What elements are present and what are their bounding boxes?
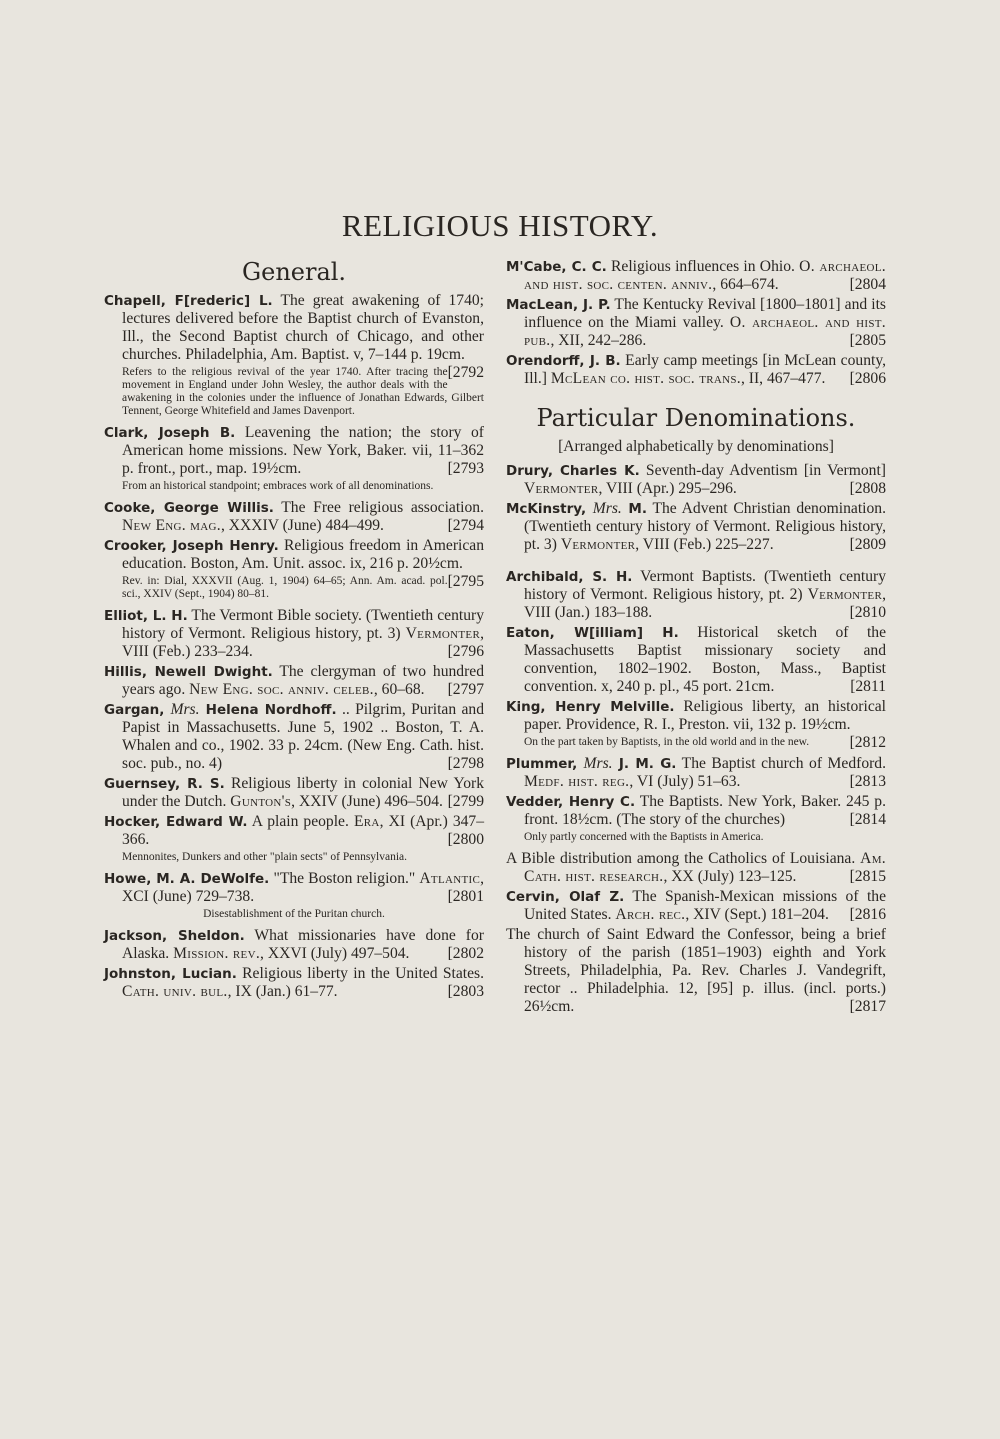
entry-2805: MacLean, J. P. The Kentucky Revival [1800–1801] and its influence on the Miami valley. O. archaeol. and hist. pub., XII, 242–286. [2805: [506, 296, 887, 349]
entry-2803: Johnston, Lucian. Religious liberty in the United States. Cath. univ. bul., IX (Jan.) 61–77. [2803: [104, 965, 484, 1000]
entry-2804: M'Cabe, C. C. Religious influences in Ohio. O. archaeol. and hist. soc. centen. anniv., 664–674. [2804: [506, 258, 886, 293]
entry-2802: Jackson, Sheldon. What missionaries have done for Alaska. Mission. rev., XXVI (July) 497–504. [2802: [104, 927, 484, 962]
right-column: [506, 258, 886, 1018]
entry-2813: Plummer, Mrs. J. M. G. The Baptist church of Medford. Medf. hist. reg., VI (July) 51–63. [2813: [506, 755, 886, 790]
entry-2815: A Bible distribution among the Catholics of Louisiana. Am. Cath. hist. research., XX (July) 123–125. [2815: [506, 850, 886, 885]
left-column: [104, 258, 484, 1003]
entry-2817: The church of Saint Edward the Confessor, being a brief history of the parish (1851–1903) eighth and York Streets, Philadelphia, Pa. Rev. Charles J. Vandegrift, rector .. Philadelphia. 12, [95] p. illus. (incl. ports.) 26½cm. [2817: [506, 926, 886, 1015]
entry-2795: Crooker, Joseph Henry. Religious freedom in American education. Boston, Am. Unit. assoc. ix, 216 p. 20½cm. [2795: [104, 537, 485, 590]
entry-note: Disestablishment of the Puritan church.: [203, 908, 385, 920]
entry-note: On the part taken by Baptists, in the old world and in the new.: [524, 736, 810, 748]
entry-2800: Hocker, Edward W. A plain people. Era, XI (Apr.) 347–366. [2800: [104, 813, 485, 848]
entry-2810: Archibald, S. H. Vermont Baptists. (Twentieth century history of Vermont. Religious history, pt. 2) Vermonter, VIII (Jan.) 183–188. [2810: [506, 568, 887, 621]
entry-2798: Gargan, Mrs. Helena Nordhoff. .. Pilgrim, Puritan and Papist in Massachusetts. June 5, 1902 .. Boston, T. A. Whalen and co., 1902. 33 p. 24cm. (New Eng. Cath. hist. soc. pub., no. 4) [2798: [104, 701, 484, 772]
entry-2797: Hillis, Newell Dwight. The clergyman of two hundred years ago. New Eng. soc. anniv. celeb., 60–68. [2797: [104, 663, 484, 698]
spacer: [506, 556, 886, 568]
entry-note: Only partly concerned with the Baptists in America.: [524, 831, 764, 843]
section-intro: [Arranged alphabetically by denominations]: [558, 438, 834, 455]
entry-2806: Orendorff, J. B. Early camp meetings [in McLean county, Ill.] McLean co. hist. soc. trans., II, 467–477. [2806: [506, 352, 887, 387]
entry-2808: Drury, Charles K. Seventh-day Adventism [in Vermont] Vermonter, VIII (Apr.) 295–296. [2808: [506, 462, 886, 497]
entry-2814: Vedder, Henry C. The Baptists. New York, Baker. 245 p. front. 18½cm. (The story of the churches) [2814: [506, 793, 886, 828]
entry-2792: Chapell, F[rederic] L. The great awakening of 1740; lectures delivered before the Baptist church of Evanston, Ill., the Second Baptist church of Chicago, and other churches. Philadelphia, Am. Baptist. v, 7–144 p. 19cm. [2792: [104, 292, 484, 381]
entry-2801: Howe, M. A. DeWolfe. "The Boston religion." Atlantic, XCI (June) 729–738. [2801: [104, 870, 484, 905]
entry-2816: Cervin, Olaf Z. The Spanish-Mexican missions of the United States. Arch. rec., XIV (Sept.) 181–204. [2816: [506, 888, 886, 923]
entry-note: From an historical standpoint; embraces work of all denominations.: [122, 480, 434, 492]
page-title: RELIGIOUS HISTORY.: [341, 208, 659, 243]
entry-2809: McKinstry, Mrs. M. The Advent Christian denomination. (Twentieth century history of Vermont. Religious history, pt. 3) Vermonter, VIII (Feb.) 225–227. [2809: [506, 500, 886, 553]
section-heading-particular: Particular Denominations.: [536, 404, 856, 432]
entry-note: Refers to the religious revival of the year 1740. After tracing the movement in England under John Wesley, the author deals with the awakening in the colonies under the influence of Jonathan Edwards, Gilbert Tennent, George Whitefield and James Davenport.: [122, 366, 484, 417]
entry-2796: Elliot, L. H. The Vermont Bible society. (Twentieth century history of Vermont. Religious history, pt. 3) Vermonter, VIII (Feb.) 233–234. [2796: [104, 607, 484, 660]
entry-2794: Cooke, George Willis. The Free religious association. New Eng. mag., XXXIV (June) 484–499. [2794: [104, 499, 484, 534]
entry-note: Rev. in: Dial, XXXVII (Aug. 1, 1904) 64–65; Ann. Am. acad. pol. sci., XXIV (Sept., 1904) 80–81.: [122, 575, 448, 600]
section-heading-general: General.: [241, 258, 347, 286]
entry-2811: Eaton, W[illiam] H. Historical sketch of the Massachusetts Baptist missionary society and convention, 1802–1902. Boston, Mass., Baptist convention. x, 240 p. pl., 45 port. 21cm. [2811: [506, 624, 887, 695]
entry-2793: Clark, Joseph B. Leavening the nation; the story of American home missions. New York, Baker. vii, 11–362 p. front., port., map. 19½cm. [2793: [104, 424, 484, 477]
entry-note: Mennonites, Dunkers and other "plain sects" of Pennsylvania.: [122, 851, 408, 863]
entry-2799: Guernsey, R. S. Religious liberty in colonial New York under the Dutch. Gunton's, XXIV (June) 496–504. [2799: [104, 775, 484, 810]
entry-2812: King, Henry Melville. Religious liberty, an historical paper. Providence, R. I., Preston. vii, 132 p. 19½cm. [2812: [506, 698, 886, 751]
